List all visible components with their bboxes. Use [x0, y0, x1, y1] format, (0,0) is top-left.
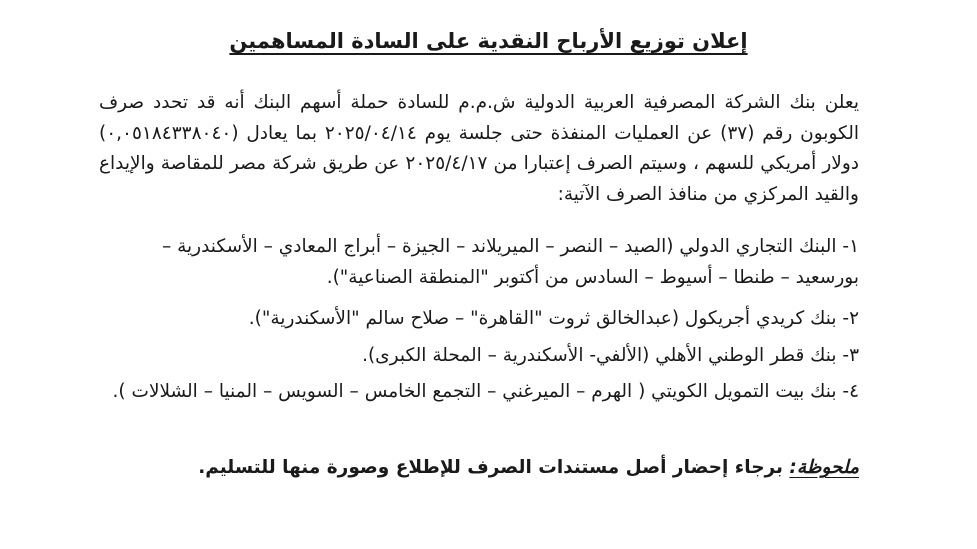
- list-item: ٣- بنك قطر الوطني الأهلي (الألفي- الأسكندرية – المحلة الكبرى).: [362, 345, 859, 366]
- note-label: ملحوظة:: [789, 457, 859, 478]
- intro-paragraph: يعلن بنك الشركة المصرفية العربية الدولية ش.م.م للسادة حملة أسهم البنك أنه قد تحدد صرف الكوبون رقم (٣٧) عن العمليات المنفذة حتى جلسة يوم ٢٠٢٥/٠٤/١٤ بما يعادل (٠,٠٥١٨٤٣٣٨٠٤٠) دولار أمريكي للسهم ، وسيتم الصرف إعتبارا من ٢٠٢٥/٤/١٧ عن طريق شركة مصر للمقاصة والإيداع والقيد المركزي من منافذ الصرف الآتية:: [99, 92, 859, 205]
- list-item: ٢- بنك كريدي أجريكول (عبدالخالق ثروت "القاهرة" – صلاح سالم "الأسكندرية").: [248, 308, 859, 329]
- document-title-text: إعلان توزيع الأرباح النقدية على السادة المساهمين: [229, 29, 748, 53]
- list-item: ١- البنك التجاري الدولي (الصيد – النصر – الميريلاند – الجيزة – أبراج المعادي – الأسكندرية – بورسعيد – طنطا – أسيوط – السادس من أكتوبر "المنطقة الصناعية").: [161, 236, 859, 288]
- note-text: برجاء إحضار أصل مستندات الصرف للإطلاع وصورة منها للتسليم.: [198, 457, 790, 478]
- payment-outlets-list-3: [99, 341, 859, 372]
- list-item: ٤- بنك بيت التمويل الكويتي ( الهرم – الميرغني – التجمع الخامس – السويس – المنيا – الشلالات ).: [112, 381, 859, 402]
- payment-outlets-list-4: [99, 377, 859, 408]
- payment-outlets-list-1: [99, 232, 859, 293]
- payment-outlets-list-2: [99, 304, 859, 335]
- document-title: [0, 24, 977, 58]
- note: [99, 453, 859, 484]
